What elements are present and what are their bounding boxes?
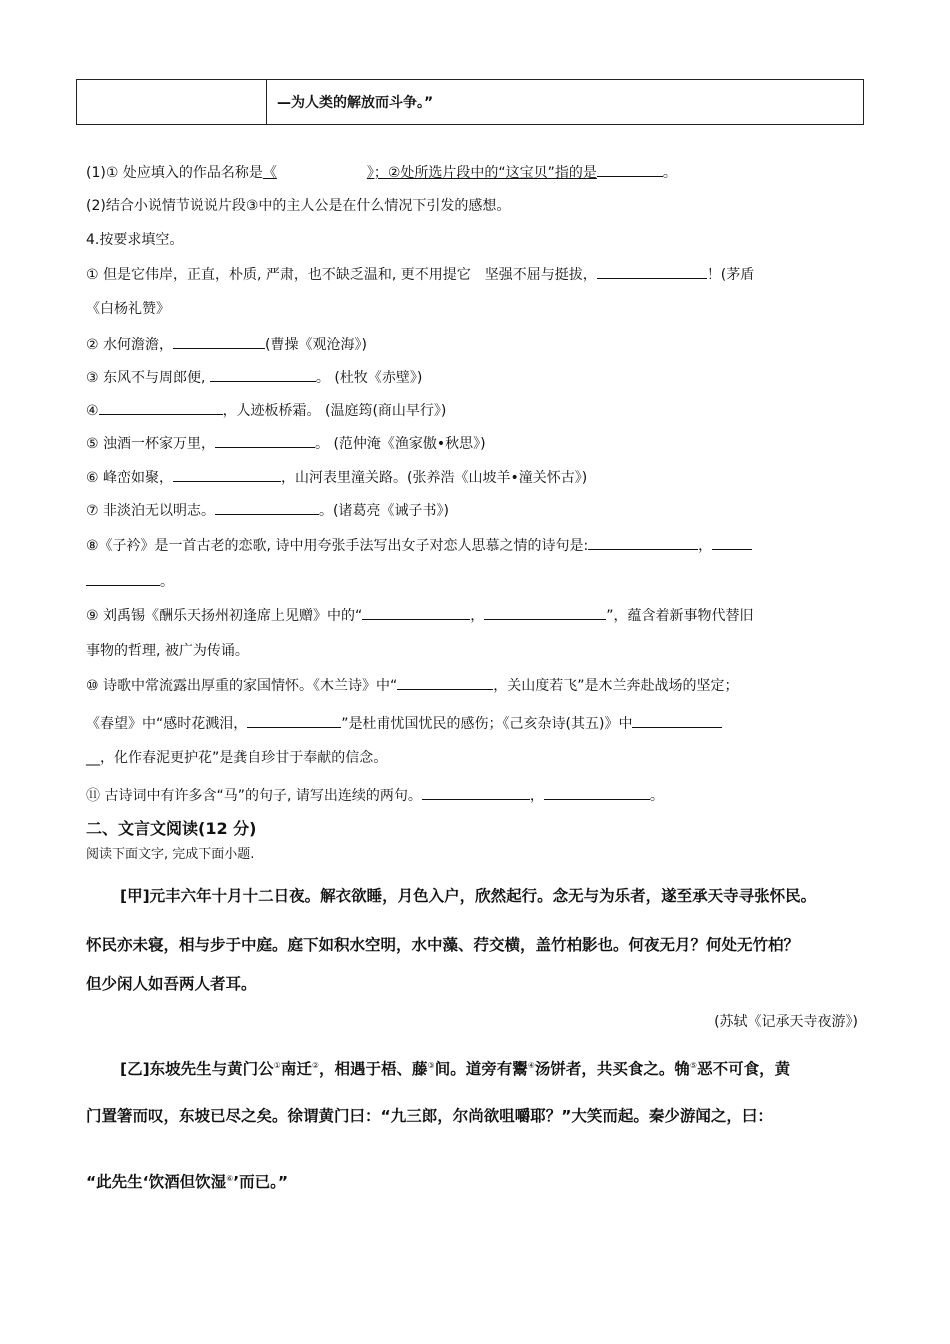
question-1-1: (1)① 处应填入的作品名称是《 》；②处所选片段中的“这宝贝”指的是 。 — [86, 162, 677, 183]
passage-jia-line-2: 怀民亦未寝，相与步于中庭。庭下如积水空明，水中藻、荇交横，盖竹柏影也。何夜无月？何处无竹柏？ — [86, 936, 800, 954]
blank-work-title[interactable]: 《 》；②处所选片段中的“这宝贝”指的是 — [262, 165, 597, 181]
q4-item-10-cont: 《春望》中“感时花溅泪， ”是杜甫忧国忧民的感伤；《己亥杂诗(其五)》中 — [86, 713, 722, 734]
q4-item-10-cont2: __，化作春泥更护花”是龚自珍甘于奉献的信念。 — [86, 750, 388, 766]
q4-item-5: ⑤ 浊酒一杯家万里， 。 (范仲淹《渔家傲•秋思》) — [86, 433, 486, 454]
blank-8b[interactable] — [712, 535, 752, 550]
passage-yi-line-1: [乙]东坡先生与黄门公①南迁②，相遇于梧、藤③间。道旁有鬻④汤饼者，共买食之。觕⑤恶不可食，黄 — [120, 1060, 791, 1079]
blank-8c[interactable] — [86, 571, 160, 586]
blank-10c[interactable] — [632, 713, 722, 728]
passage-jia-line-1: [甲]元丰六年十月十二日夜。解衣欲睡，月色入户，欣然起行。念无与为乐者，遂至承天寺寻张怀民。 — [120, 887, 817, 905]
blank-9a[interactable] — [362, 605, 470, 620]
q4-item-8-cont: 。 — [86, 571, 174, 592]
q4-item-1-source: 《白杨礼赞》 — [86, 301, 170, 317]
blank-4[interactable] — [99, 400, 223, 415]
q4-item-1: ① 但是它伟岸，正直，朴质, 严肃，也不缺乏温和, 更不用提它 坚强不屈与挺拔， ！(茅盾 — [86, 264, 754, 285]
blank-2[interactable] — [173, 334, 265, 349]
passage-yi-line-3: “此先生‘饮酒但饮湿⑥’而已。” — [86, 1173, 289, 1192]
passage-jia-line-3: 但少闲人如吾两人者耳。 — [86, 975, 257, 993]
blank-11b[interactable] — [544, 785, 650, 800]
question-4-title: 4.按要求填空。 — [86, 232, 184, 248]
blank-11a[interactable] — [422, 785, 530, 800]
blank-1[interactable] — [597, 264, 707, 279]
q4-item-10: ⑩ 诗歌中常流露出厚重的家国情怀。《木兰诗》中“ ，关山度若飞”是木兰奔赴战场的坚定； — [86, 675, 739, 696]
section-2-title: 二、文言文阅读(12 分) — [86, 819, 257, 838]
q4-item-9: ⑨ 刘禹锡《酬乐天扬州初逢席上见赠》中的“ ， ”，蕴含着新事物代替旧 — [86, 605, 754, 626]
q4-item-6: ⑥ 峰峦如聚， ，山河表里潼关路。(张养浩《山坡羊•潼关怀古》) — [86, 467, 587, 488]
passage-jia-citation: (苏轼《记承天寺夜游》) — [714, 1014, 858, 1030]
q4-item-11: ⑪ 古诗词中有许多含“马”的句子, 请写出连续的两句。 ， 。 — [86, 785, 664, 806]
q4-item-7: ⑦ 非淡泊无以明志。 。(诸葛亮《诫子书》) — [86, 500, 449, 521]
passage-yi-line-2: 门置箸而叹，东坡已尽之矣。徐谓黄门曰：“九三郎，尔尚欲咀嚼耶？”大笑而起。秦少游闻之，曰： — [86, 1107, 773, 1125]
q4-item-4: ④ ，人迹板桥霜。 (温庭筠(商山早行》) — [86, 400, 446, 421]
blank-6[interactable] — [173, 467, 281, 482]
section-2-instructions: 阅读下面文字, 完成下面小题. — [86, 847, 255, 862]
q4-item-3: ③ 东风不与周郎便, 。 (杜牧《赤壁》) — [86, 367, 422, 388]
q4-item-8: ⑧《子衿》是一首古老的恋歌, 诗中用夸张手法写出女子对恋人思慕之情的诗句是: ， — [86, 535, 752, 556]
table-cell-text: —为人类的解放而斗争。” — [277, 95, 434, 111]
blank-3[interactable] — [210, 367, 316, 382]
q4-item-2: ② 水何澹澹， (曹操《观沧海》) — [86, 334, 367, 355]
blank-10b[interactable] — [247, 713, 341, 728]
question-1-2: (2)结合小说情节说说片段③中的主人公是在什么情况下引发的感想。 — [86, 198, 511, 214]
blank-10a[interactable] — [397, 675, 493, 690]
blank-5[interactable] — [215, 433, 315, 448]
blank-9b[interactable] — [484, 605, 606, 620]
blank-treasure[interactable] — [597, 162, 663, 177]
q4-item-9-cont: 事物的哲理, 被广为传诵。 — [86, 643, 249, 659]
answer-table — [76, 79, 864, 125]
blank-8a[interactable] — [588, 535, 698, 550]
blank-7[interactable] — [215, 500, 319, 515]
table-cell-empty — [77, 80, 267, 124]
